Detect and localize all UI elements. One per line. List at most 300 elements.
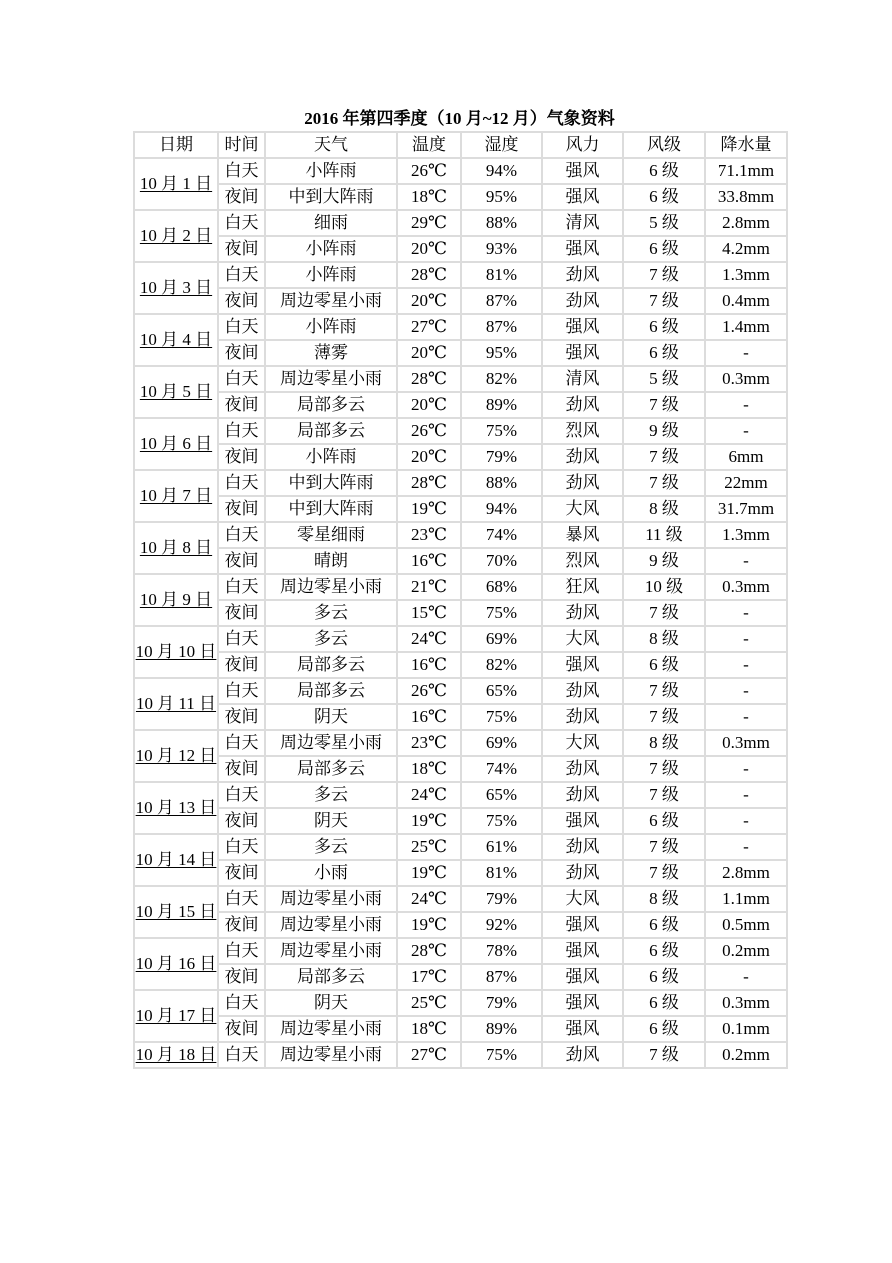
wind-cell: 烈风 bbox=[542, 418, 623, 444]
temperature-cell: 18℃ bbox=[397, 1016, 461, 1042]
weather-cell: 周边零星小雨 bbox=[265, 574, 397, 600]
wind-level-cell: 7 级 bbox=[623, 392, 705, 418]
wind-level-cell: 7 级 bbox=[623, 782, 705, 808]
wind-level-cell: 6 级 bbox=[623, 314, 705, 340]
humidity-cell: 75% bbox=[461, 418, 542, 444]
temperature-cell: 16℃ bbox=[397, 548, 461, 574]
time-cell: 夜间 bbox=[218, 808, 265, 834]
time-cell: 白天 bbox=[218, 262, 265, 288]
wind-cell: 狂风 bbox=[542, 574, 623, 600]
humidity-cell: 69% bbox=[461, 626, 542, 652]
precipitation-cell: 0.4mm bbox=[705, 288, 787, 314]
temperature-cell: 20℃ bbox=[397, 444, 461, 470]
humidity-cell: 87% bbox=[461, 964, 542, 990]
table-row bbox=[134, 808, 787, 834]
temperature-cell: 19℃ bbox=[397, 496, 461, 522]
temperature-cell: 28℃ bbox=[397, 366, 461, 392]
weather-cell: 多云 bbox=[265, 834, 397, 860]
table-row bbox=[134, 574, 787, 600]
time-cell: 夜间 bbox=[218, 756, 265, 782]
wind-cell: 劲风 bbox=[542, 756, 623, 782]
precipitation-cell: 0.3mm bbox=[705, 366, 787, 392]
temperature-cell: 21℃ bbox=[397, 574, 461, 600]
wind-cell: 劲风 bbox=[542, 288, 623, 314]
table-row bbox=[134, 860, 787, 886]
weather-cell: 晴朗 bbox=[265, 548, 397, 574]
weather-cell: 周边零星小雨 bbox=[265, 366, 397, 392]
weather-cell: 周边零星小雨 bbox=[265, 288, 397, 314]
weather-cell: 小阵雨 bbox=[265, 262, 397, 288]
wind-cell: 大风 bbox=[542, 626, 623, 652]
table-row bbox=[134, 912, 787, 938]
weather-cell: 周边零星小雨 bbox=[265, 912, 397, 938]
wind-cell: 强风 bbox=[542, 938, 623, 964]
time-cell: 夜间 bbox=[218, 1016, 265, 1042]
temperature-cell: 18℃ bbox=[397, 756, 461, 782]
weather-cell: 中到大阵雨 bbox=[265, 184, 397, 210]
weather-cell: 小阵雨 bbox=[265, 236, 397, 262]
wind-level-cell: 10 级 bbox=[623, 574, 705, 600]
precipitation-cell: 1.1mm bbox=[705, 886, 787, 912]
precipitation-cell: 0.5mm bbox=[705, 912, 787, 938]
time-cell: 白天 bbox=[218, 522, 265, 548]
weather-cell: 多云 bbox=[265, 600, 397, 626]
weather-cell: 周边零星小雨 bbox=[265, 1016, 397, 1042]
humidity-cell: 61% bbox=[461, 834, 542, 860]
wind-cell: 强风 bbox=[542, 314, 623, 340]
humidity-cell: 75% bbox=[461, 808, 542, 834]
weather-cell: 小阵雨 bbox=[265, 314, 397, 340]
table-row bbox=[134, 184, 787, 210]
precipitation-cell: - bbox=[705, 626, 787, 652]
date-cell: 10 月 14 日 bbox=[134, 834, 218, 886]
weather-cell: 小阵雨 bbox=[265, 444, 397, 470]
precipitation-cell: 0.3mm bbox=[705, 730, 787, 756]
precipitation-cell: 1.3mm bbox=[705, 522, 787, 548]
date-cell: 10 月 1 日 bbox=[134, 158, 218, 210]
humidity-cell: 89% bbox=[461, 1016, 542, 1042]
wind-level-cell: 7 级 bbox=[623, 704, 705, 730]
date-cell: 10 月 15 日 bbox=[134, 886, 218, 938]
time-cell: 夜间 bbox=[218, 236, 265, 262]
wind-cell: 清风 bbox=[542, 210, 623, 236]
wind-cell: 强风 bbox=[542, 808, 623, 834]
wind-cell: 劲风 bbox=[542, 782, 623, 808]
humidity-cell: 75% bbox=[461, 704, 542, 730]
humidity-cell: 94% bbox=[461, 496, 542, 522]
time-cell: 白天 bbox=[218, 574, 265, 600]
time-cell: 白天 bbox=[218, 782, 265, 808]
precipitation-cell: - bbox=[705, 782, 787, 808]
time-cell: 夜间 bbox=[218, 184, 265, 210]
wind-level-cell: 6 级 bbox=[623, 236, 705, 262]
time-cell: 夜间 bbox=[218, 964, 265, 990]
wind-level-cell: 6 级 bbox=[623, 340, 705, 366]
temperature-cell: 19℃ bbox=[397, 912, 461, 938]
precipitation-cell: 0.3mm bbox=[705, 990, 787, 1016]
time-cell: 白天 bbox=[218, 626, 265, 652]
temperature-cell: 25℃ bbox=[397, 990, 461, 1016]
wind-cell: 大风 bbox=[542, 886, 623, 912]
weather-cell: 局部多云 bbox=[265, 964, 397, 990]
humidity-cell: 69% bbox=[461, 730, 542, 756]
temperature-cell: 28℃ bbox=[397, 470, 461, 496]
table-row bbox=[134, 1042, 787, 1068]
wind-level-cell: 7 级 bbox=[623, 756, 705, 782]
wind-cell: 劲风 bbox=[542, 704, 623, 730]
weather-cell: 局部多云 bbox=[265, 392, 397, 418]
header-date: 日期 bbox=[134, 132, 218, 158]
weather-cell: 周边零星小雨 bbox=[265, 886, 397, 912]
time-cell: 夜间 bbox=[218, 860, 265, 886]
temperature-cell: 18℃ bbox=[397, 184, 461, 210]
time-cell: 白天 bbox=[218, 418, 265, 444]
humidity-cell: 87% bbox=[461, 288, 542, 314]
wind-level-cell: 9 级 bbox=[623, 418, 705, 444]
humidity-cell: 78% bbox=[461, 938, 542, 964]
precipitation-cell: - bbox=[705, 834, 787, 860]
date-cell: 10 月 17 日 bbox=[134, 990, 218, 1042]
header-humidity: 湿度 bbox=[461, 132, 542, 158]
wind-level-cell: 6 级 bbox=[623, 652, 705, 678]
humidity-cell: 95% bbox=[461, 340, 542, 366]
humidity-cell: 75% bbox=[461, 600, 542, 626]
time-cell: 白天 bbox=[218, 366, 265, 392]
time-cell: 夜间 bbox=[218, 444, 265, 470]
wind-cell: 劲风 bbox=[542, 860, 623, 886]
time-cell: 白天 bbox=[218, 938, 265, 964]
table-row bbox=[134, 418, 787, 444]
temperature-cell: 23℃ bbox=[397, 522, 461, 548]
humidity-cell: 89% bbox=[461, 392, 542, 418]
wind-level-cell: 9 级 bbox=[623, 548, 705, 574]
temperature-cell: 28℃ bbox=[397, 262, 461, 288]
table-row bbox=[134, 158, 787, 184]
wind-level-cell: 8 级 bbox=[623, 626, 705, 652]
date-cell: 10 月 9 日 bbox=[134, 574, 218, 626]
precipitation-cell: 71.1mm bbox=[705, 158, 787, 184]
temperature-cell: 19℃ bbox=[397, 860, 461, 886]
humidity-cell: 75% bbox=[461, 1042, 542, 1068]
humidity-cell: 87% bbox=[461, 314, 542, 340]
weather-cell: 周边零星小雨 bbox=[265, 730, 397, 756]
table-row bbox=[134, 756, 787, 782]
table-row bbox=[134, 314, 787, 340]
wind-cell: 劲风 bbox=[542, 600, 623, 626]
temperature-cell: 28℃ bbox=[397, 938, 461, 964]
table-row bbox=[134, 730, 787, 756]
table-row bbox=[134, 782, 787, 808]
table-row bbox=[134, 704, 787, 730]
temperature-cell: 26℃ bbox=[397, 678, 461, 704]
wind-cell: 强风 bbox=[542, 652, 623, 678]
table-row bbox=[134, 626, 787, 652]
precipitation-cell: - bbox=[705, 756, 787, 782]
wind-level-cell: 6 级 bbox=[623, 938, 705, 964]
temperature-cell: 27℃ bbox=[397, 1042, 461, 1068]
time-cell: 夜间 bbox=[218, 340, 265, 366]
page-title: 2016 年第四季度（10 月~12 月）气象资料 bbox=[304, 109, 615, 128]
wind-level-cell: 6 级 bbox=[623, 808, 705, 834]
precipitation-cell: 22mm bbox=[705, 470, 787, 496]
temperature-cell: 24℃ bbox=[397, 626, 461, 652]
time-cell: 夜间 bbox=[218, 704, 265, 730]
time-cell: 白天 bbox=[218, 210, 265, 236]
humidity-cell: 94% bbox=[461, 158, 542, 184]
weather-cell: 小阵雨 bbox=[265, 158, 397, 184]
table-row bbox=[134, 262, 787, 288]
precipitation-cell: - bbox=[705, 340, 787, 366]
table-body bbox=[134, 158, 787, 1068]
precipitation-cell: - bbox=[705, 652, 787, 678]
temperature-cell: 20℃ bbox=[397, 236, 461, 262]
wind-cell: 劲风 bbox=[542, 444, 623, 470]
wind-level-cell: 6 级 bbox=[623, 964, 705, 990]
header-wind-level: 风级 bbox=[623, 132, 705, 158]
table-row bbox=[134, 600, 787, 626]
time-cell: 白天 bbox=[218, 834, 265, 860]
date-cell: 10 月 4 日 bbox=[134, 314, 218, 366]
wind-cell: 强风 bbox=[542, 990, 623, 1016]
temperature-cell: 16℃ bbox=[397, 704, 461, 730]
humidity-cell: 74% bbox=[461, 756, 542, 782]
table-row bbox=[134, 444, 787, 470]
wind-level-cell: 5 级 bbox=[623, 210, 705, 236]
table-row bbox=[134, 236, 787, 262]
table-row bbox=[134, 964, 787, 990]
precipitation-cell: - bbox=[705, 678, 787, 704]
precipitation-cell: - bbox=[705, 392, 787, 418]
wind-level-cell: 5 级 bbox=[623, 366, 705, 392]
humidity-cell: 74% bbox=[461, 522, 542, 548]
weather-cell: 阴天 bbox=[265, 990, 397, 1016]
time-cell: 白天 bbox=[218, 678, 265, 704]
temperature-cell: 20℃ bbox=[397, 340, 461, 366]
weather-cell: 零星细雨 bbox=[265, 522, 397, 548]
precipitation-cell: 2.8mm bbox=[705, 860, 787, 886]
weather-cell: 局部多云 bbox=[265, 652, 397, 678]
time-cell: 白天 bbox=[218, 886, 265, 912]
table-row bbox=[134, 678, 787, 704]
time-cell: 夜间 bbox=[218, 496, 265, 522]
precipitation-cell: - bbox=[705, 808, 787, 834]
table-row bbox=[134, 496, 787, 522]
weather-cell: 阴天 bbox=[265, 808, 397, 834]
humidity-cell: 93% bbox=[461, 236, 542, 262]
temperature-cell: 19℃ bbox=[397, 808, 461, 834]
humidity-cell: 81% bbox=[461, 860, 542, 886]
time-cell: 白天 bbox=[218, 470, 265, 496]
wind-level-cell: 7 级 bbox=[623, 860, 705, 886]
date-cell: 10 月 5 日 bbox=[134, 366, 218, 418]
wind-cell: 劲风 bbox=[542, 678, 623, 704]
precipitation-cell: 6mm bbox=[705, 444, 787, 470]
wind-cell: 劲风 bbox=[542, 834, 623, 860]
precipitation-cell: - bbox=[705, 548, 787, 574]
wind-cell: 大风 bbox=[542, 496, 623, 522]
wind-cell: 强风 bbox=[542, 158, 623, 184]
time-cell: 夜间 bbox=[218, 600, 265, 626]
date-cell: 10 月 8 日 bbox=[134, 522, 218, 574]
wind-cell: 劲风 bbox=[542, 470, 623, 496]
time-cell: 夜间 bbox=[218, 548, 265, 574]
temperature-cell: 20℃ bbox=[397, 288, 461, 314]
wind-cell: 大风 bbox=[542, 730, 623, 756]
weather-cell: 多云 bbox=[265, 626, 397, 652]
weather-cell: 局部多云 bbox=[265, 418, 397, 444]
humidity-cell: 79% bbox=[461, 886, 542, 912]
wind-level-cell: 8 级 bbox=[623, 496, 705, 522]
precipitation-cell: 2.8mm bbox=[705, 210, 787, 236]
table-row bbox=[134, 522, 787, 548]
precipitation-cell: 0.2mm bbox=[705, 1042, 787, 1068]
table-row bbox=[134, 470, 787, 496]
header-time: 时间 bbox=[218, 132, 265, 158]
wind-level-cell: 7 级 bbox=[623, 470, 705, 496]
humidity-cell: 88% bbox=[461, 470, 542, 496]
date-cell: 10 月 11 日 bbox=[134, 678, 218, 730]
precipitation-cell: - bbox=[705, 704, 787, 730]
weather-cell: 周边零星小雨 bbox=[265, 938, 397, 964]
temperature-cell: 16℃ bbox=[397, 652, 461, 678]
wind-level-cell: 6 级 bbox=[623, 158, 705, 184]
wind-level-cell: 6 级 bbox=[623, 990, 705, 1016]
precipitation-cell: 1.4mm bbox=[705, 314, 787, 340]
table-row bbox=[134, 366, 787, 392]
time-cell: 夜间 bbox=[218, 652, 265, 678]
humidity-cell: 70% bbox=[461, 548, 542, 574]
date-cell: 10 月 12 日 bbox=[134, 730, 218, 782]
header-row bbox=[134, 132, 787, 158]
precipitation-cell: 0.3mm bbox=[705, 574, 787, 600]
precipitation-cell: - bbox=[705, 600, 787, 626]
temperature-cell: 29℃ bbox=[397, 210, 461, 236]
precipitation-cell: - bbox=[705, 964, 787, 990]
weather-cell: 多云 bbox=[265, 782, 397, 808]
table-row bbox=[134, 990, 787, 1016]
table-row bbox=[134, 834, 787, 860]
date-cell: 10 月 7 日 bbox=[134, 470, 218, 522]
date-cell: 10 月 16 日 bbox=[134, 938, 218, 990]
temperature-cell: 15℃ bbox=[397, 600, 461, 626]
wind-cell: 强风 bbox=[542, 236, 623, 262]
time-cell: 白天 bbox=[218, 730, 265, 756]
time-cell: 夜间 bbox=[218, 392, 265, 418]
precipitation-cell: - bbox=[705, 418, 787, 444]
wind-cell: 暴风 bbox=[542, 522, 623, 548]
humidity-cell: 81% bbox=[461, 262, 542, 288]
date-cell: 10 月 3 日 bbox=[134, 262, 218, 314]
header-weather: 天气 bbox=[265, 132, 397, 158]
temperature-cell: 24℃ bbox=[397, 782, 461, 808]
temperature-cell: 23℃ bbox=[397, 730, 461, 756]
humidity-cell: 65% bbox=[461, 678, 542, 704]
weather-cell: 中到大阵雨 bbox=[265, 470, 397, 496]
wind-level-cell: 7 级 bbox=[623, 834, 705, 860]
header-wind: 风力 bbox=[542, 132, 623, 158]
wind-cell: 强风 bbox=[542, 340, 623, 366]
wind-level-cell: 8 级 bbox=[623, 886, 705, 912]
temperature-cell: 17℃ bbox=[397, 964, 461, 990]
precipitation-cell: 33.8mm bbox=[705, 184, 787, 210]
wind-cell: 劲风 bbox=[542, 1042, 623, 1068]
date-cell: 10 月 6 日 bbox=[134, 418, 218, 470]
table-row bbox=[134, 652, 787, 678]
wind-level-cell: 7 级 bbox=[623, 600, 705, 626]
temperature-cell: 27℃ bbox=[397, 314, 461, 340]
date-cell: 10 月 13 日 bbox=[134, 782, 218, 834]
precipitation-cell: 0.2mm bbox=[705, 938, 787, 964]
humidity-cell: 88% bbox=[461, 210, 542, 236]
wind-level-cell: 6 级 bbox=[623, 184, 705, 210]
table-row bbox=[134, 210, 787, 236]
wind-cell: 清风 bbox=[542, 366, 623, 392]
wind-cell: 强风 bbox=[542, 912, 623, 938]
weather-cell: 薄雾 bbox=[265, 340, 397, 366]
table-row bbox=[134, 548, 787, 574]
date-cell: 10 月 18 日 bbox=[134, 1042, 218, 1068]
humidity-cell: 92% bbox=[461, 912, 542, 938]
time-cell: 白天 bbox=[218, 158, 265, 184]
humidity-cell: 82% bbox=[461, 366, 542, 392]
wind-level-cell: 11 级 bbox=[623, 522, 705, 548]
date-cell: 10 月 10 日 bbox=[134, 626, 218, 678]
table-row bbox=[134, 938, 787, 964]
weather-cell: 局部多云 bbox=[265, 756, 397, 782]
temperature-cell: 24℃ bbox=[397, 886, 461, 912]
time-cell: 夜间 bbox=[218, 288, 265, 314]
wind-level-cell: 8 级 bbox=[623, 730, 705, 756]
precipitation-cell: 4.2mm bbox=[705, 236, 787, 262]
humidity-cell: 82% bbox=[461, 652, 542, 678]
weather-cell: 局部多云 bbox=[265, 678, 397, 704]
table-row bbox=[134, 392, 787, 418]
weather-cell: 周边零星小雨 bbox=[265, 1042, 397, 1068]
header-precipitation: 降水量 bbox=[705, 132, 787, 158]
wind-level-cell: 7 级 bbox=[623, 288, 705, 314]
table-row bbox=[134, 1016, 787, 1042]
humidity-cell: 95% bbox=[461, 184, 542, 210]
weather-cell: 阴天 bbox=[265, 704, 397, 730]
wind-level-cell: 7 级 bbox=[623, 1042, 705, 1068]
wind-level-cell: 7 级 bbox=[623, 444, 705, 470]
wind-level-cell: 7 级 bbox=[623, 678, 705, 704]
wind-cell: 强风 bbox=[542, 964, 623, 990]
table-row bbox=[134, 886, 787, 912]
table-row bbox=[134, 340, 787, 366]
time-cell: 白天 bbox=[218, 1042, 265, 1068]
time-cell: 夜间 bbox=[218, 912, 265, 938]
temperature-cell: 26℃ bbox=[397, 158, 461, 184]
table-row bbox=[134, 288, 787, 314]
header-temperature: 温度 bbox=[397, 132, 461, 158]
date-cell: 10 月 2 日 bbox=[134, 210, 218, 262]
temperature-cell: 25℃ bbox=[397, 834, 461, 860]
wind-cell: 劲风 bbox=[542, 392, 623, 418]
weather-cell: 细雨 bbox=[265, 210, 397, 236]
wind-cell: 强风 bbox=[542, 184, 623, 210]
weather-cell: 中到大阵雨 bbox=[265, 496, 397, 522]
temperature-cell: 20℃ bbox=[397, 392, 461, 418]
humidity-cell: 79% bbox=[461, 444, 542, 470]
weather-table bbox=[133, 131, 788, 1069]
humidity-cell: 79% bbox=[461, 990, 542, 1016]
time-cell: 白天 bbox=[218, 990, 265, 1016]
precipitation-cell: 1.3mm bbox=[705, 262, 787, 288]
weather-cell: 小雨 bbox=[265, 860, 397, 886]
wind-cell: 烈风 bbox=[542, 548, 623, 574]
precipitation-cell: 31.7mm bbox=[705, 496, 787, 522]
